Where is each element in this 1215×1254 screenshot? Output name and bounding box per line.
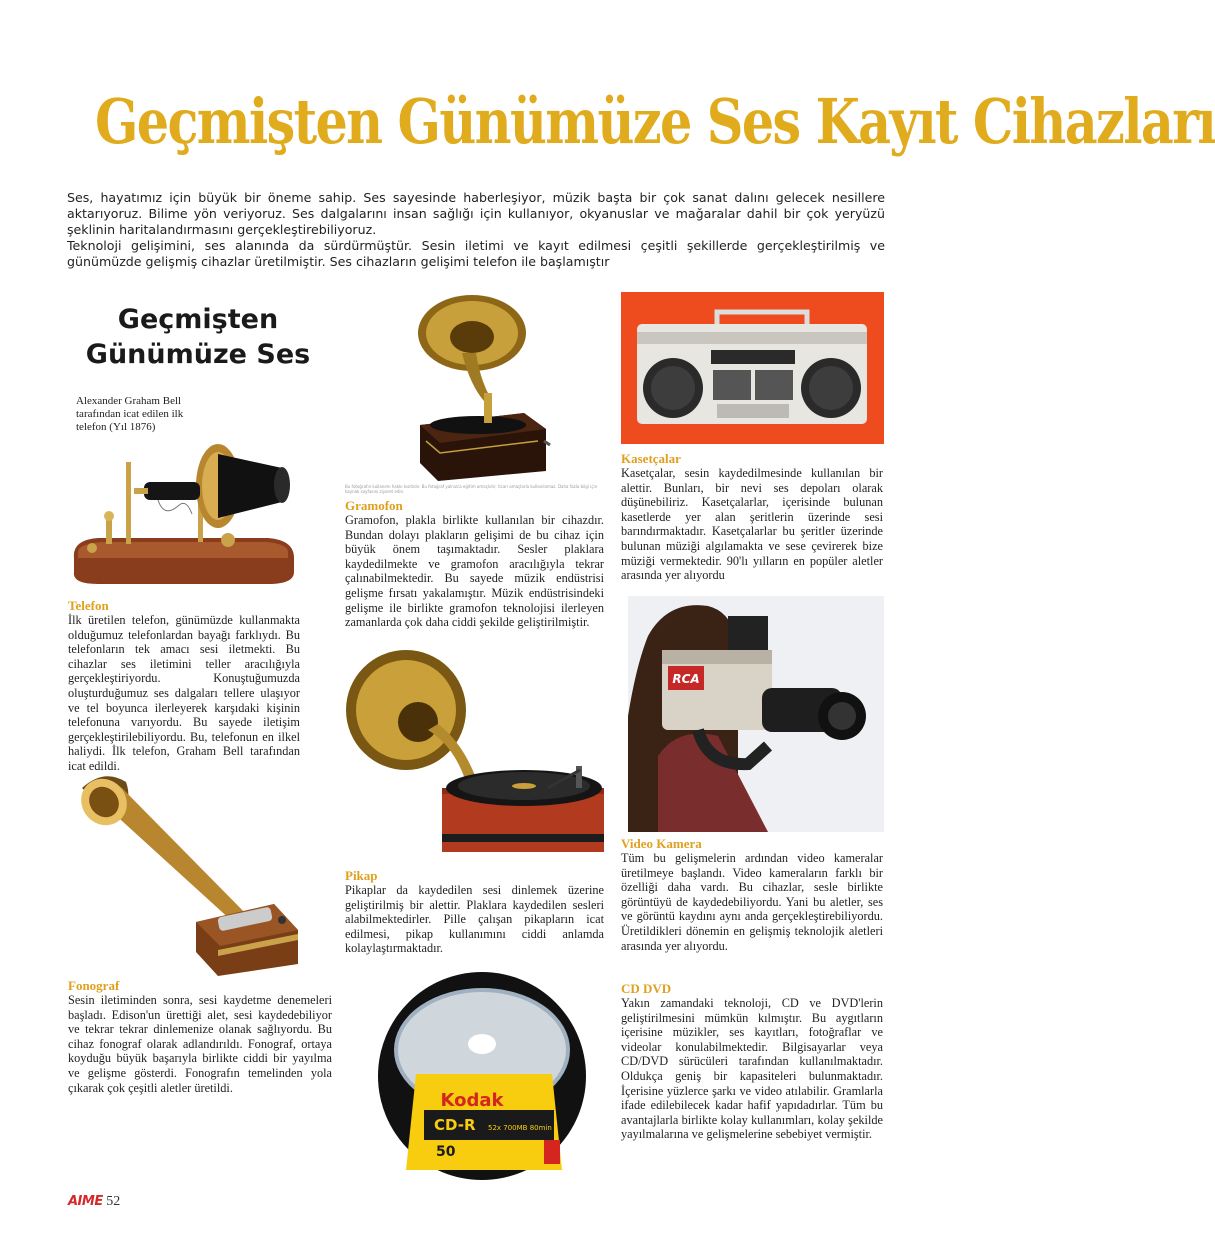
video-kamera-heading: Video Kamera — [621, 836, 702, 851]
section-pikap — [345, 869, 604, 956]
fonograf-body: Sesin iletiminden sonra, sesi kaydetme denemeleri başladı. Edison'un ürettiği alet, sesi kaydedebiliyor ve tekrar tekrar dinlemenize olanak sağlıyordu. Bu cihaz fonograf olarak adlandırıldı. Fonograf, ortaya koyduğu büyük başarıyla birlikte ciddi bir yayılma ve gelişme gösterdi. Fonografın temelinden yola çıkarak çok çeşitli aletler üretildi. — [68, 993, 332, 1095]
kasetcalar-body: Kasetçalar, sesin kaydedilmesinde kullanılan bir alettir. Bunları, bir nevi ses depoları olarak düşünebiliriz. Kasetçalarlar, içerisinde bulunan kasetlerde yer alan şeritlerin üzerinde sesi barındırmaktadır. Kasetçalarlar bu şeritler üzerinde bulunan müziği algılamakta ve sese çevirerek bize müziği vermektedir. 90'lı yılların en popüler aletler arasında yer alıyordu — [621, 466, 883, 583]
magazine-logo: AIME — [68, 1194, 103, 1209]
intro-text — [67, 190, 885, 270]
telefon-heading: Telefon — [68, 598, 109, 613]
gramofon-image — [414, 293, 550, 481]
cd-spec: 52x 700MB 80min — [488, 1124, 552, 1132]
pikap-body: Pikaplar da kaydedilen sesi dinlemek üzerine geliştirilmiş bir alettir. Plaklara kaydedilen sesleri alabilmektedirler. Pille çalışan pikapların icat edilmesi, pikap kullanımını ciddi anlamda kolaylaştırmaktadır. — [345, 883, 604, 956]
telefon-body: İlk üretilen telefon, günümüzde kullanmakta olduğumuz telefonlardan bayağı farklıydı. Bu telefonların tek amacı sesi iletmekti. Bu cihazlar ses iletimini teller aracılığıyla gerçekleştiriyordu. Konuştuğumuzda oluşturduğumuz ses dalgaları tellere ulaşıyor ve tel boyunca ilerleyerek karşıdaki kişinin telefonuna varıyordu. Bu sayede iletişim gerçekleştirilebiliyordu. Bu, telefonun en ilkel haliydi. İlk telefon, Graham Bell tarafından icat edildi. — [68, 613, 300, 773]
cd-type: CD-R — [434, 1116, 476, 1134]
video-kamera-image — [628, 596, 884, 832]
fonograf-heading: Fonograf — [68, 978, 120, 993]
section-fonograf — [68, 979, 332, 1095]
cd-brand: Kodak — [440, 1090, 504, 1111]
intro-paragraph-1: Ses, hayatımız için büyük bir öneme sahip. Ses sayesinde haberleşiyor, müzik başta bir çok sanat dalını gelecek nesillere aktarıyoruz. Bilime yön veriyoruz. Ses dalgalarını insan sağlığı için kullanıyor, okyanuslar ve mağaralar dahil bir çok yeryüzü şeklinin haritalandırmasını gerçekleştirebiliyoruz. — [67, 190, 885, 237]
page-footer — [68, 1194, 120, 1216]
cd-dvd-body: Yakın zamandaki teknoloji, CD ve DVD'lerin geliştirilmesini mümkün kılmıştır. Bu aygıtların içerisine müzikler, ses kayıtları, fotoğraflar ve videolar konulabilmektedir. Bilgisayarlar veya CD/DVD sürücüleri tarafından kullanılmaktadır. Oldukça geniş bir kapasiteleri bulunmaktadır. İçerisine yüzlerce şarkı ve video atılabilir. Gramlarla ifade edilebilecek kadar hafif yapıdadırlar. Tüm bu avantajlarla birlikte kolay kullanımları, kolay şekilde yayılmalarına ve gelişmelerine sebebiyet vermiştir. — [621, 996, 883, 1142]
intro-paragraph-2: Teknoloji gelişimini, ses alanında da sürdürmüştür. Sesin iletimi ve kayıt edilmesi çeşitli şekillerde gerçekleştirilmiş ve günümüzde gelişmiş cihazlar üretilmiştir. Ses cihazların gelişimi telefon ile başlamıştır — [67, 238, 885, 269]
fonograf-image — [68, 770, 300, 980]
page-number: 52 — [106, 1194, 121, 1209]
cd-image — [376, 970, 588, 1182]
pikap-image — [344, 646, 606, 854]
telefon-image — [68, 440, 300, 590]
section-cd-dvd — [621, 982, 883, 1142]
subtitle-line-2: Günümüze Ses — [85, 339, 311, 370]
kasetcalar-image — [621, 292, 884, 444]
video-kamera-body: Tüm bu gelişmelerin ardından video kameralar üretilmeye başlandı. Video kameraların farklı bir özelliği daha vardı. Bu cihazlar, sesle birlikte görüntüyü de kaydedebiliyordu. Yani bu aletler, ses ve görüntü kaydını aynı anda gerçekleştirebiliyordu. Üretildikleri dönemin en gelişmiş teknolojik aletleri arasında yer alıyordu. — [621, 851, 883, 953]
gramofon-body: Gramofon, plakla birlikte kullanılan bir cihazdır. Bundan dolayı plakların gelişimi de bu cihaz için büyük önem taşımaktadır. Sesler plaklara kaydedilmekte ve gramofon aracılığıyla tekrar çalınabilmektedir. Bu sayede müzik endüstrisi gelişme fırsatı yakalamıştır. Müzik endüstrisindeki gelişme ile birlikte gramofon teknolojisi ilerleyen zamanlarda çok daha ciddi şekilde geliştirilmiştir. — [345, 513, 604, 630]
section-telefon — [68, 599, 300, 774]
camera-brand: RCA — [672, 672, 700, 686]
cd-dvd-heading: CD DVD — [621, 981, 672, 996]
cd-count: 50 — [436, 1144, 456, 1160]
section-gramofon — [345, 499, 604, 630]
page-title: Geçmişten Günümüze Ses Kayıt Cihazları — [95, 85, 1215, 158]
subtitle-line-1: Geçmişten — [117, 304, 279, 335]
telefon-caption: Alexander Graham Bell tarafından icat edilen ilk telefon (Yıl 1876) — [76, 395, 184, 433]
gramofon-heading: Gramofon — [345, 498, 403, 513]
section-video-kamera — [621, 837, 883, 953]
kasetcalar-heading: Kasetçalar — [621, 451, 681, 466]
gramofon-photo-credit: Bu fotoğrafın kullanımı hakkı kısıtlıdır. Bu fotoğraf yalnızca eğitim amaçlıdır, ticari amaçlarla kullanılamaz. Daha fazla bilgi için kaynak sayfasını ziyaret edin. — [345, 484, 598, 494]
section-subtitle — [68, 302, 328, 372]
section-kasetcalar — [621, 452, 883, 583]
pikap-heading: Pikap — [345, 868, 378, 883]
